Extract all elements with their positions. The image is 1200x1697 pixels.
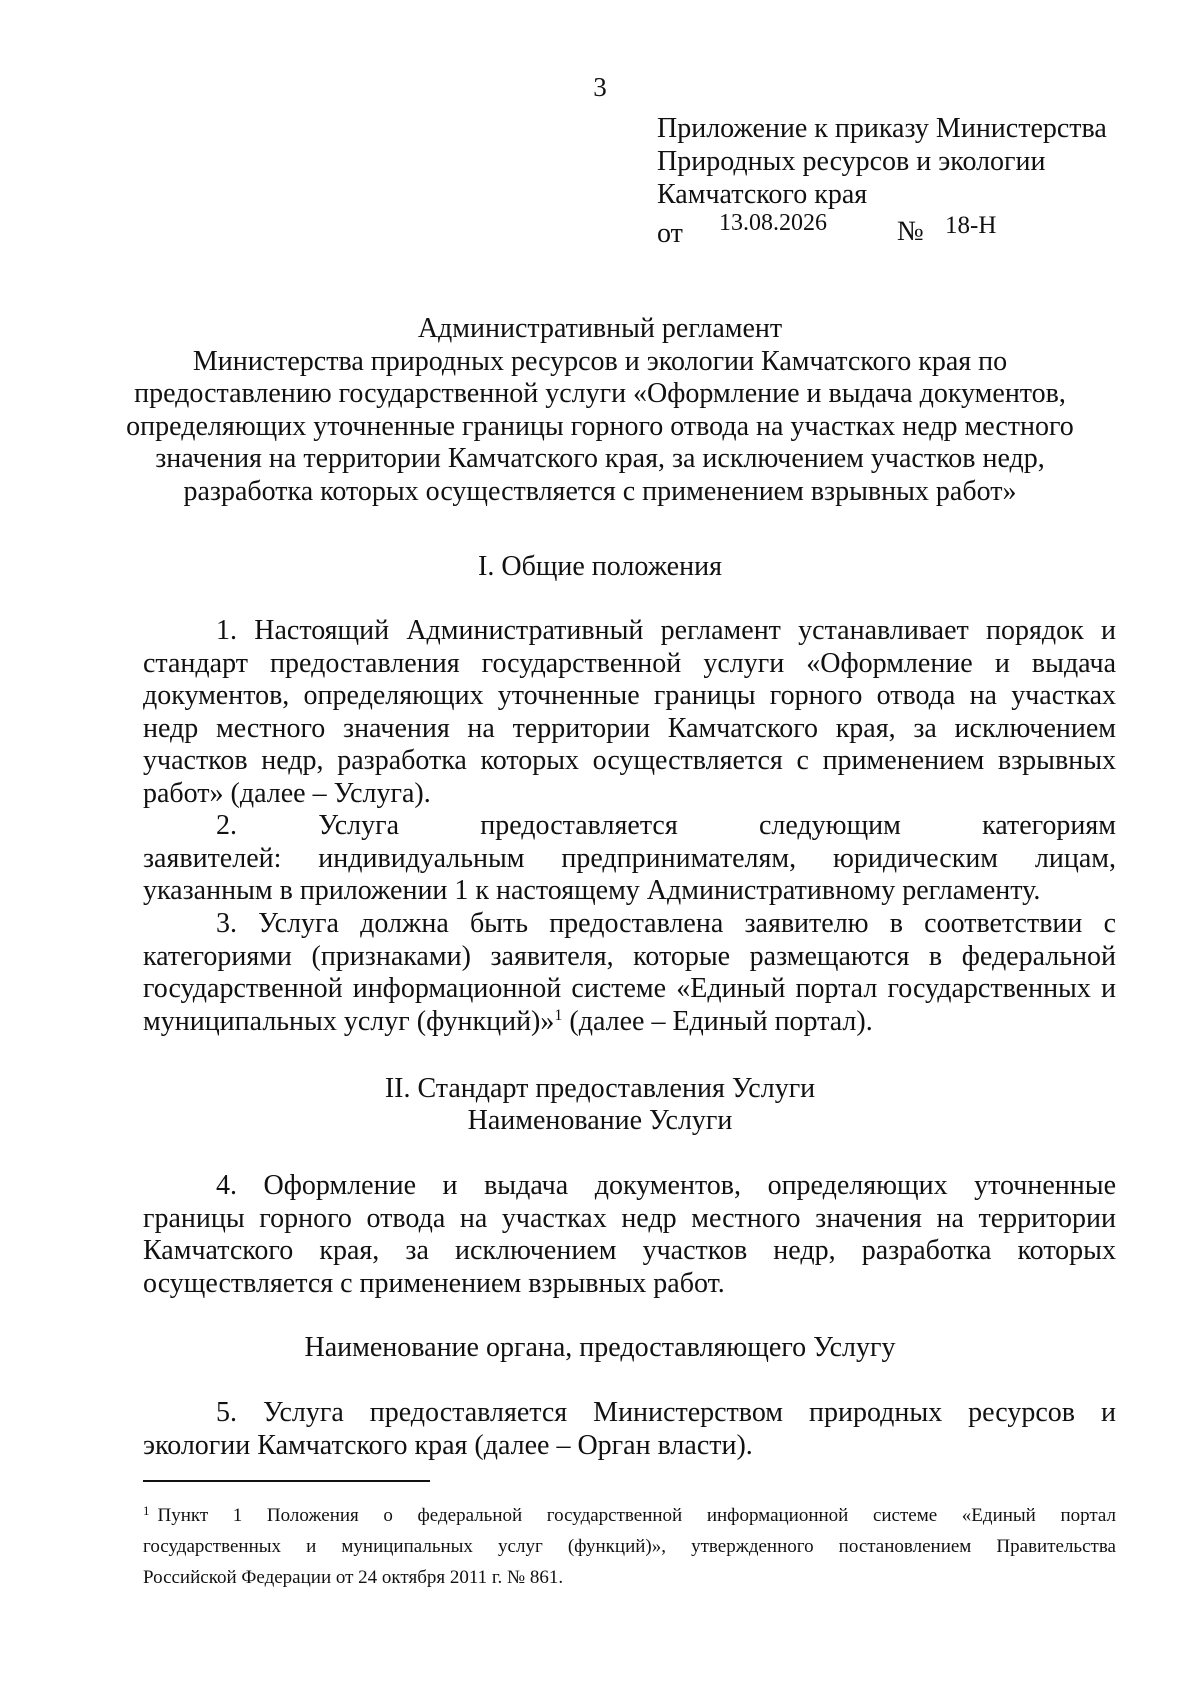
title-line-3: предоставлению государственной услуги «Оформление и выдача документов, — [134, 378, 1066, 409]
paragraph-4-line: границы горного отвода на участках недр местного значения на территории — [143, 1202, 1116, 1234]
authority-name-heading: Наименование органа, предоставляющего Услугу — [304, 1332, 896, 1363]
paragraph-1-line: стандарт предоставления государственной услуги «Оформление и выдача — [143, 647, 1116, 679]
title-line-1: Административный регламент — [417, 313, 783, 344]
service-name-heading: Наименование Услуги — [467, 1105, 733, 1136]
title-line-5: значения на территории Камчатского края, за исключением участков недр, — [155, 443, 1045, 474]
paragraph-4-line: Камчатского края, за исключением участков недр, разработка которых — [143, 1235, 1116, 1266]
order-from-label: от — [657, 218, 683, 249]
paragraph-1-line: документов, определяющих уточненные границы горного отвода на участках — [143, 680, 1116, 711]
section-2-heading: II. Стандарт предоставления Услуги — [384, 1073, 816, 1104]
section-1-heading: I. Общие положения — [478, 551, 722, 582]
footnote-line-3: Российской Федерации от 24 октября 2011 г. № 861. — [143, 1567, 564, 1588]
paragraph-4-line: осуществляется с применением взрывных работ. — [143, 1267, 725, 1299]
paragraph-3 — [143, 908, 1116, 1038]
document-title — [100, 313, 1100, 508]
footnote-divider — [143, 1480, 430, 1482]
footnote — [143, 1500, 1116, 1593]
order-reference — [657, 210, 1137, 249]
paragraph-4 — [143, 1170, 1116, 1300]
paragraph-1-line: участков недр, разработка которых осуществляется с применением взрывных — [143, 745, 1116, 776]
paragraph-3-text-end: (далее – Единый портал). — [562, 1005, 873, 1037]
footnote-text: Пункт 1 Положения о федеральной государственной информационной системе «Единый портал — [157, 1505, 1116, 1526]
appendix-line-1: Приложение к приказу Министерства — [657, 113, 1107, 144]
paragraph-5-line: экологии Камчатского края (далее – Орган власти). — [143, 1429, 753, 1461]
paragraph-3-line: государственной информационной системе «Единый портал государственных и — [143, 973, 1116, 1004]
order-date: 13.08.2026 — [719, 210, 827, 236]
title-line-4: определяющих уточненные границы горного отвода на участках недр местного — [126, 410, 1074, 442]
paragraph-3-line: категориями (признаками) заявителя, которые размещаются в федеральной — [143, 940, 1116, 972]
title-line-2: Министерства природных ресурсов и экологии Камчатского края по — [192, 345, 1008, 377]
order-number: 18-Н — [945, 212, 997, 239]
footnote-reference[interactable]: 1 — [554, 1006, 563, 1024]
paragraph-2-line: 2. Услуга предоставляется следующим категориям — [216, 810, 1116, 841]
paragraph-4-line: 4. Оформление и выдача документов, определяющих уточненные — [216, 1170, 1116, 1201]
paragraph-3-text: муниципальных услуг (функций)» — [143, 1005, 555, 1037]
paragraph-1 — [143, 615, 1116, 810]
paragraph-5-line: 5. Услуга предоставляется Министерством природных ресурсов и — [216, 1397, 1116, 1428]
footnote-line-2: государственных и муниципальных услуг (функций)», утвержденного постановлением Правительства — [143, 1536, 1116, 1557]
paragraph-1-line: 1. Настоящий Административный регламент устанавливает порядок и — [216, 615, 1116, 646]
paragraph-3-line: 3. Услуга должна быть предоставлена заявителю в соответствии с — [216, 908, 1116, 939]
paragraph-5 — [143, 1397, 1116, 1462]
appendix-header — [657, 112, 1137, 247]
paragraph-3-last-line — [143, 1006, 1116, 1039]
order-number-label: № — [897, 216, 924, 247]
paragraph-1-line: работ» (далее – Услуга). — [143, 777, 431, 809]
paragraph-2-line: заявителей: индивидуальным предпринимателям, юридическим лицам, — [143, 842, 1116, 874]
footnote-line-1 — [143, 1500, 1116, 1531]
appendix-line-2: Природных ресурсов и экологии — [657, 146, 1046, 177]
title-line-6: разработка которых осуществляется с применением взрывных работ» — [183, 475, 1017, 507]
footnote-mark: 1 — [143, 1503, 150, 1518]
appendix-line-3: Камчатского края — [657, 179, 868, 210]
page-number: 3 — [593, 72, 607, 102]
paragraph-1-line: недр местного значения на территории Камчатского края, за исключением — [143, 712, 1116, 744]
paragraph-2 — [143, 810, 1116, 908]
paragraph-2-line: указанным в приложении 1 к настоящему Административному регламенту. — [143, 875, 1041, 906]
